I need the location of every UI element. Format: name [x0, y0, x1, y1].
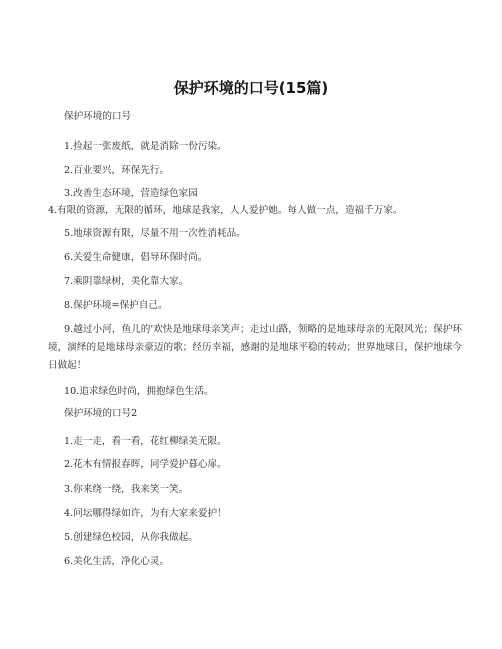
slogan-item: 6.美化生活，净化心灵。: [64, 556, 170, 567]
slogan-item-paragraph: 9.越过小河，鱼儿的'欢快是地球母亲笑声；走过山路，领略的是地球母亲的无限风光；保护环境，演绎的是地球母亲豪迈的歌；经历幸福，感谢的是地球平稳的转动；世界地球日，保护地球今日做起！: [48, 324, 462, 371]
slogan-item: 3.改善生态环境，营造绿色家园: [64, 188, 198, 199]
slogan-item: 1.走一走，看一看，花红柳绿美无限。: [64, 436, 227, 447]
section-heading: 保护环境的口号2: [64, 408, 138, 419]
slogan-item: 5.创建绿色校园，从你我做起。: [64, 532, 198, 543]
slogan-item: 10.追求绿色时尚，拥抱绿色生活。: [64, 386, 214, 397]
slogan-item: 3.你来绕一绕，我来笑一笑。: [64, 484, 189, 495]
slogan-item: 8.保护环境=保护自己。: [64, 300, 168, 311]
slogan-item: 6.关爱生命健康，倡导环保时尚。: [64, 252, 208, 263]
slogan-item: 2.花木有情报春晖，同学爱护暮心扉。: [64, 459, 227, 470]
slogan-item: 4.问坛哪得绿如许，为有大家来爱护！: [64, 508, 227, 519]
slogan-item: 7.乘阴靠绿树，美化靠大家。: [64, 276, 189, 287]
slogan-item: 4.有限的资源，无限的循环，地球是我家，人人爱护她。每人做一点，造福千万家。: [48, 205, 403, 216]
page-title: 保护环境的口号(15篇): [173, 79, 329, 97]
slogan-item: 5.地球资源有限，尽量不用一次性消耗品。: [64, 228, 246, 239]
slogan-item: 1.捡起一张废纸，就是消除一份污染。: [64, 141, 227, 152]
slogan-item: 2.百业要兴，环保先行。: [64, 165, 170, 176]
section-heading: 保护环境的口号: [64, 111, 132, 122]
